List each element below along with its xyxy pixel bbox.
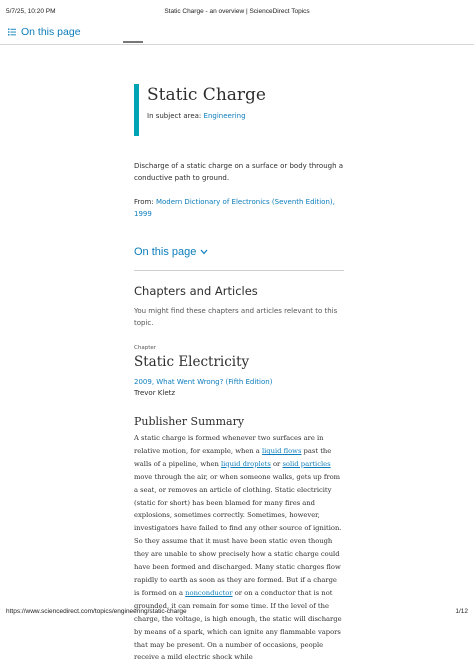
subject-area (147, 112, 344, 120)
topic-header (134, 84, 344, 140)
author-name: Trevor Kletz (134, 389, 176, 397)
from-label: From: (134, 198, 154, 206)
link-nonconductor[interactable]: nonconductor (185, 588, 233, 597)
chapters-description: You might find these chapters and articles relevant to this topic. (134, 307, 338, 327)
book-link[interactable]: 2009, What Went Wrong? (Fifth Edition) (134, 378, 273, 386)
link-liquid-droplets[interactable]: liquid droplets (220, 459, 271, 468)
source-link[interactable]: Modern Dictionary of Electronics (Seventh Edition), 1999 (134, 198, 335, 218)
sticky-toc-label: On this page (21, 26, 81, 38)
print-doc-title: Static Charge - an overview | ScienceDirect Topics (164, 8, 310, 15)
accent-bar (134, 84, 139, 136)
link-solid-particles[interactable]: solid particles (282, 459, 331, 468)
print-url: https://www.sciencedirect.com/topics/engineering/static-charge (6, 608, 187, 615)
definition-text: Discharge of a static charge on a surface or body through a conductive path to ground. (134, 162, 344, 182)
chevron-down-icon (200, 249, 208, 255)
subject-prefix: In subject area: (147, 112, 202, 120)
chapter-title[interactable]: Static Electricity (134, 354, 250, 370)
top-divider (0, 44, 474, 45)
article-main (134, 84, 344, 664)
definition-source (134, 196, 344, 220)
chapters-heading: Chapters and Articles (134, 284, 258, 298)
on-this-page-button[interactable] (134, 246, 344, 258)
link-liquid-flows[interactable]: liquid flows (261, 446, 302, 455)
sticky-on-this-page-button[interactable] (8, 26, 81, 38)
subject-link[interactable]: Engineering (203, 112, 246, 120)
page-title: Static Charge (147, 85, 266, 105)
summary-heading: Publisher Summary (134, 415, 245, 428)
section-divider (134, 270, 344, 271)
print-page-number: 1/12 (455, 608, 468, 615)
summary-text: A static charge is formed whenever two surfaces are in relative motion, for example, when a liquid flows past the walls of a pipeline, when liquid droplets or solid particles move through the air, or when someone walks, gets up from a seat, or removes an article of clothing. Static electricity (static for short) has been blamed for many fires and explosions, sometimes correctly. Sometimes, however, investigators have failed to find any other source of ignition. So they assume that it must have been static even though they are unable to show precisely how a static charge could have been formed and discharged. Many static charges flow rapidly to earth as soon as they are formed. But if a charge is formed on a nonconductor or on a conductor that is not grounded, it can remain for some time. If the level of the charge, the voltage, is high enough, the static will discharge by means of a spark, which can ignite any flammable vapors that may be present. On a number of occasions, people receive a mild electric shock while (134, 434, 342, 662)
print-footer (6, 608, 468, 620)
list-icon (8, 28, 16, 36)
chapter-label: Chapter (134, 345, 156, 351)
print-header (6, 8, 468, 20)
print-date: 5/7/25, 10:20 PM (6, 8, 56, 15)
cut-off-logo (123, 41, 143, 43)
on-this-page-label: On this page (134, 246, 197, 258)
